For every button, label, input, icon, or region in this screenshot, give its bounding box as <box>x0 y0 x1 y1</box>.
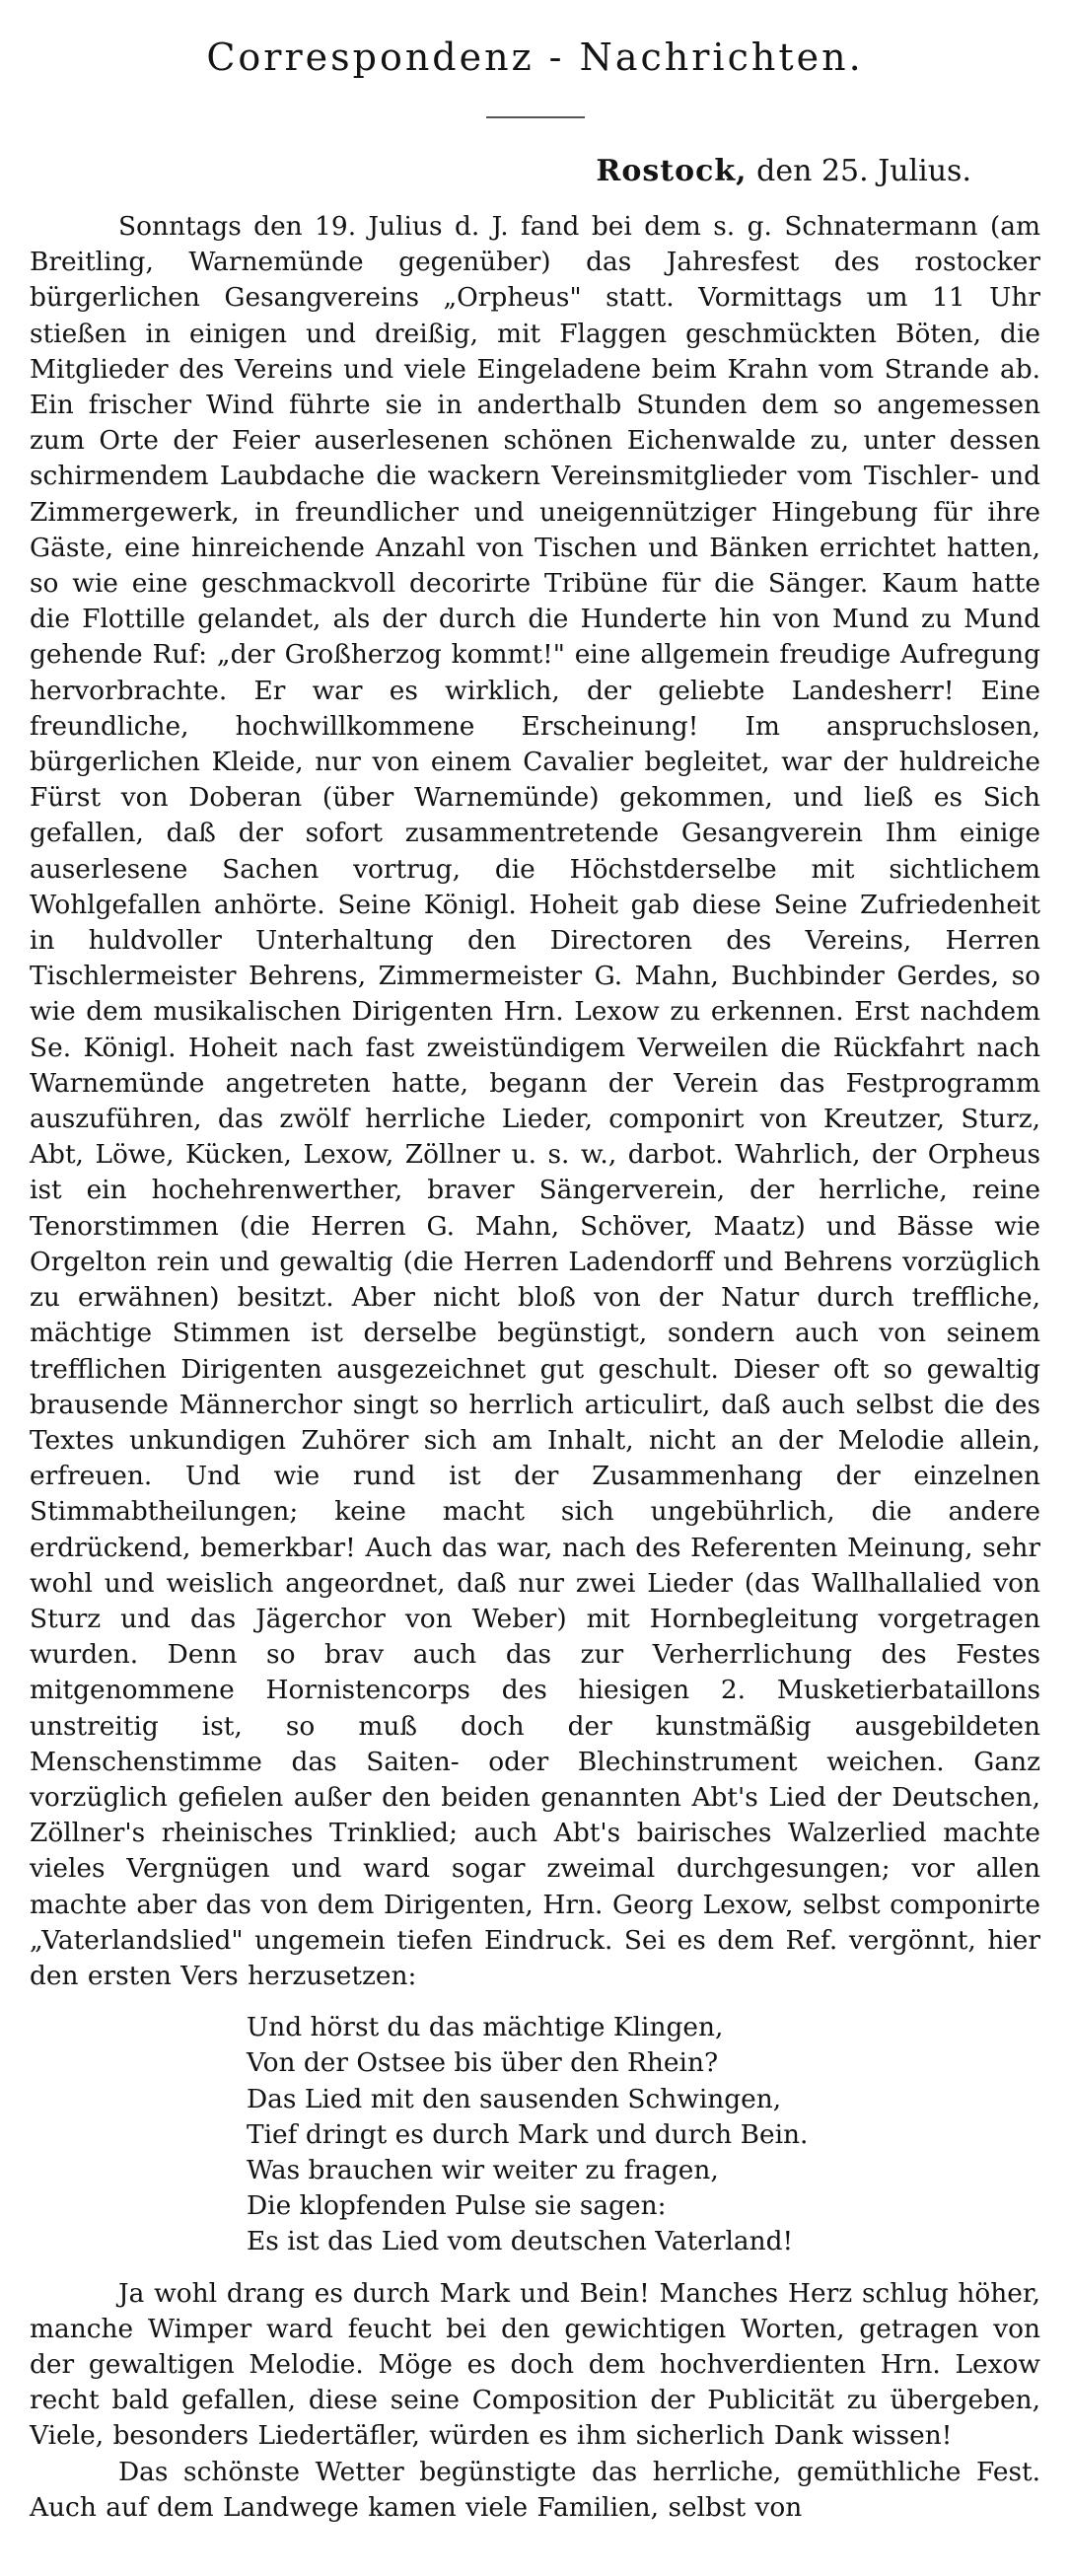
verse-line: Von der Ostsee bis über den Rhein? <box>247 2047 719 2079</box>
dateline-date: den 25. Julius. <box>756 154 971 188</box>
dateline-place: Rostock, <box>596 154 748 188</box>
article-paragraph: Sonntags den 19. Julius d. J. fand bei dem s. g. Schnatermann (am Breitling, Warnemünde gegenüber) das Jahresfest des rostocker bürgerlichen Gesangvereins „Orpheus" statt. Vormittags um 11 Uhr stießen in einigen und dreißig, mit Flaggen geschmückten Böten, die Mitglieder des Vereins und viele Eingeladene beim Krahn vom Strande ab. Ein frischer Wind führte sie in anderthalb Stunden dem so angemessen zum Orte der Feier auserlesenen schönen Eichenwalde zu, unter dessen schirmendem Laubdache die wackern Vereinsmitglieder vom Tischler- und Zimmergewerk, in freundlicher und uneigennütziger Hingebung für ihre Gäste, eine hinreichende Anzahl von Tischen und Bänken errichtet hatten, so wie eine geschmackvoll decorirte Tribüne für die Sänger. Kaum hatte die Flottille gelandet, als der durch die Hunderte hin von Mund zu Mund gehende Ruf: „der Großherzog kommt!" eine allgemein freudige Aufregung hervorbrachte. Er war es wirklich, der geliebte Landesherr! Eine freundliche, hochwillkommene Erscheinung! Im anspruchslosen, bürgerlichen Kleide, nur von einem Cavalier begleitet, war der huldreiche Fürst von Doberan (über Warnemünde) gekommen, und ließ es Sich gefallen, daß der sofort zusammentretende Gesangverein Ihm einige auserlesene Sachen vortrug, die Höchstderselbe mit sichtlichem Wohlgefallen anhörte. Seine Königl. Hoheit gab diese Seine Zufriedenheit in huldvoller Unterhaltung den Directoren des Vereins, Herren Tischlermeister Behrens, Zimmermeister G. Mahn, Buchbinder Gerdes, so wie dem musikalischen Dirigenten Hrn. Lexow zu erkennen. Erst nachdem Se. Königl. Hoheit nach fast zweistündigem Verweilen die Rückfahrt nach Warnemünde angetreten hatte, begann der Verein das Festprogramm auszuführen, das zwölf herrliche Lieder, componirt von Kreutzer, Sturz, Abt, Löwe, Kücken, Lexow, Zöllner u. s. w., darbot. Wahrlich, der Orpheus ist ein hochehrenwerther, braver Sängerverein, der herrliche, reine Tenorstimmen (die Herren G. Mahn, Schöver, Maatz) und Bässe wie Orgelton rein und gewaltig (die Herren Ladendorff und Behrens vorzüglich zu erwähnen) besitzt. Aber nicht bloß von der Natur durch treffliche, mächtige Stimmen ist derselbe begünstigt, sondern auch von seinem trefflichen Dirigenten ausgezeichnet gut geschult. Dieser oft so gewaltig brausende Männerchor singt so herrlich articulirt, daß auch selbst die des Textes unkundigen Zuhörer sich am Inhalt, nicht an der Melodie allein, erfreuen. Und wie rund ist der Zusammenhang der einzelnen Stimmabtheilungen; keine macht sich ungebührlich, die andere erdrückend, bemerkbar! Auch das war, nach des Referenten Meinung, sehr wohl und weislich angeordnet, daß nur zwei Lieder (das Wallhallalied von Sturz und das Jägerchor von Weber) mit Hornbegleitung vorgetragen wurden. Denn so brav auch das zur Verherrlichung des Festes mitgenommene Hornistencorps des hiesigen 2. Musketierbataillons unstreitig ist, so muß doch der kunstmäßig ausgebildeten Menschenstimme das Saiten- oder Blechinstrument weichen. Ganz vorzüglich gefielen außer den beiden genannten Abt's Lied der Deutschen, Zöllner's rheinisches Trinklied; auch Abt's bairisches Walzerlied machte vieles Vergnügen und ward sogar zweimal durchgesungen; vor allen machte aber das von dem Dirigenten, Hrn. Georg Lexow, selbst componirte „Vaterlandslied" ungemein tiefen Eindruck. Sei es dem Ref. vergönnt, hier den ersten Vers herzusetzen: <box>30 211 1040 1991</box>
verse-line: Tief dringt es durch Mark und durch Bein. <box>247 2118 809 2150</box>
verse-line: Und hörst du das mächtige Klingen, <box>247 2012 724 2043</box>
article-paragraph: Ja wohl drang es durch Mark und Bein! Manches Herz schlug höher, manche Wimper ward feucht bei den gewichtigen Worten, getragen von der gewaltigen Melodie. Möge es doch dem hochverdienten Hrn. Lexow recht bald gefallen, diese seine Composition der Publicität zu übergeben, Viele, besonders Liedertäfler, würden es ihm sicherlich Dank wissen! <box>30 2277 1040 2452</box>
verse-line: Es ist das Lied vom deutschen Vaterland! <box>247 2226 794 2257</box>
verse-line: Was brauchen wir weiter zu fragen, <box>247 2154 719 2185</box>
heading-divider <box>486 116 585 118</box>
section-heading: Correspondenz - Nachrichten. <box>206 36 864 79</box>
verse-line: Das Lied mit den sausenden Schwingen, <box>247 2083 782 2114</box>
article-body <box>30 209 1040 2526</box>
dateline <box>30 152 1040 191</box>
article-paragraph: Das schönste Wetter begünstigte das herrliche, gemüthliche Fest. Auch auf dem Landwege kamen viele Familien, selbst von <box>30 2456 1040 2523</box>
poem-verse <box>247 2010 1040 2259</box>
verse-line: Die klopfenden Pulse sie sagen: <box>247 2190 667 2222</box>
